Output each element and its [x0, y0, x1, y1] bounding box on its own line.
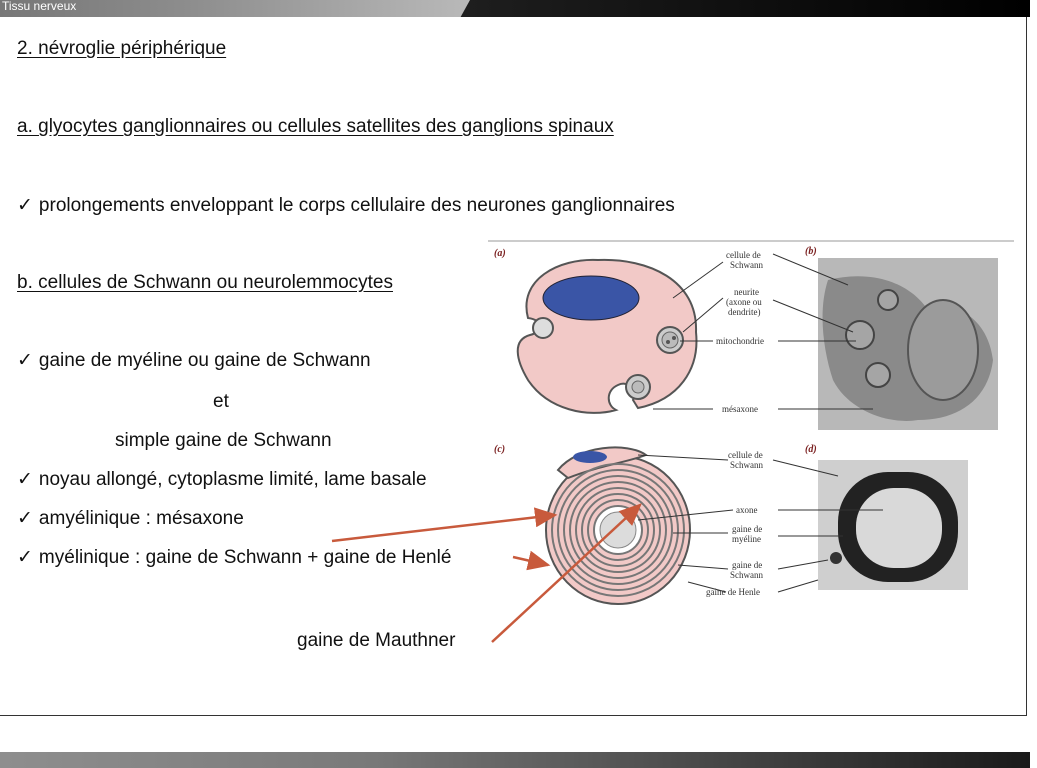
micrograph-b-axon [878, 290, 898, 310]
check-icon: ✓ [17, 195, 33, 216]
subsection-a-title: a. glyocytes ganglionnaires ou cellules satellites des ganglions spinaux [17, 116, 614, 137]
bullet-a1 [17, 195, 675, 217]
header-tab-label: Tissu nerveux [2, 0, 77, 13]
check-icon: ✓ [17, 547, 33, 568]
panel-d-micrograph [773, 460, 968, 592]
label-b-cellule-2: Schwann [730, 460, 763, 470]
micrograph-d-dot [830, 552, 842, 564]
bullet-b3-text: amyélinique : mésaxone [38, 508, 244, 529]
mauthner-label: gaine de Mauthner [297, 630, 456, 651]
label-schwann-2: Schwann [730, 570, 763, 580]
axon-a1 [533, 318, 553, 338]
axon-a3-inner [632, 381, 644, 393]
labels-bottom [706, 450, 763, 597]
micrograph-b-axon [866, 363, 890, 387]
label-henle: gaine de Henle [706, 587, 760, 597]
panel-b-micrograph [773, 254, 998, 430]
check-icon: ✓ [17, 508, 33, 529]
label-neurite-1: neurite [734, 287, 759, 297]
label-cellule-2: Schwann [730, 260, 763, 270]
bullet-b1-text: gaine de myéline ou gaine de Schwann [38, 350, 371, 371]
bullet-b2-text: noyau allongé, cytoplasme limité, lame basale [38, 469, 427, 490]
schwann-cell-figure [488, 240, 1018, 612]
bullet-b4 [17, 547, 451, 569]
bullet-b3 [17, 508, 244, 530]
leader-line [638, 455, 728, 460]
label-mesaxone: mésaxone [722, 404, 758, 414]
nucleus-a [543, 276, 639, 320]
panel-b-letter: (b) [805, 246, 817, 257]
micrograph-b-axon [846, 321, 874, 349]
micrograph-d-axon [856, 488, 942, 568]
panel-a-drawing [518, 260, 723, 413]
label-schwann-1: gaine de [732, 560, 763, 570]
mitochondria-dot [672, 336, 676, 340]
panel-d-letter: (d) [805, 444, 817, 455]
nucleus-c [573, 451, 607, 463]
next-slide-top-bar [0, 752, 1030, 768]
bullet-b4-text: myélinique : gaine de Schwann + gaine de Henlé [38, 547, 452, 568]
leader-line [678, 565, 728, 569]
simple-gaine-text: simple gaine de Schwann [115, 430, 332, 451]
label-neurite-2: (axone ou [726, 297, 762, 307]
leader-line [778, 580, 818, 592]
bullet-a1-text: prolongements enveloppant le corps cellulaire des neurones ganglionnaires [38, 195, 675, 216]
section-title: 2. névroglie périphérique [17, 38, 227, 59]
label-axone: axone [736, 505, 758, 515]
figure-svg [488, 240, 1018, 612]
check-icon: ✓ [17, 469, 33, 490]
axon-a2-inner [662, 332, 678, 348]
bullet-b1 [17, 350, 371, 372]
top-header-bar [0, 0, 1030, 17]
label-neurite-3: dendrite) [728, 307, 761, 317]
label-mito: mitochondrie [716, 336, 764, 346]
label-myeline-1: gaine de [732, 524, 763, 534]
label-myeline-2: myéline [732, 534, 761, 544]
bullet-b2 [17, 469, 427, 491]
check-icon: ✓ [17, 350, 33, 371]
labels-top [716, 250, 764, 414]
et-text: et [213, 391, 229, 412]
label-cellule-1: cellule de [726, 250, 761, 260]
mitochondria-dot [666, 340, 670, 344]
panel-c-letter: (c) [494, 444, 506, 455]
subsection-b-title: b. cellules de Schwann ou neurolemmocytes [17, 272, 393, 293]
axon-c [600, 512, 636, 548]
micrograph-b-nucleus [908, 300, 978, 400]
leader-line [673, 262, 723, 298]
label-b-cellule-1: cellule de [728, 450, 763, 460]
panel-c-drawing [546, 447, 733, 604]
panel-a-letter: (a) [494, 248, 506, 259]
